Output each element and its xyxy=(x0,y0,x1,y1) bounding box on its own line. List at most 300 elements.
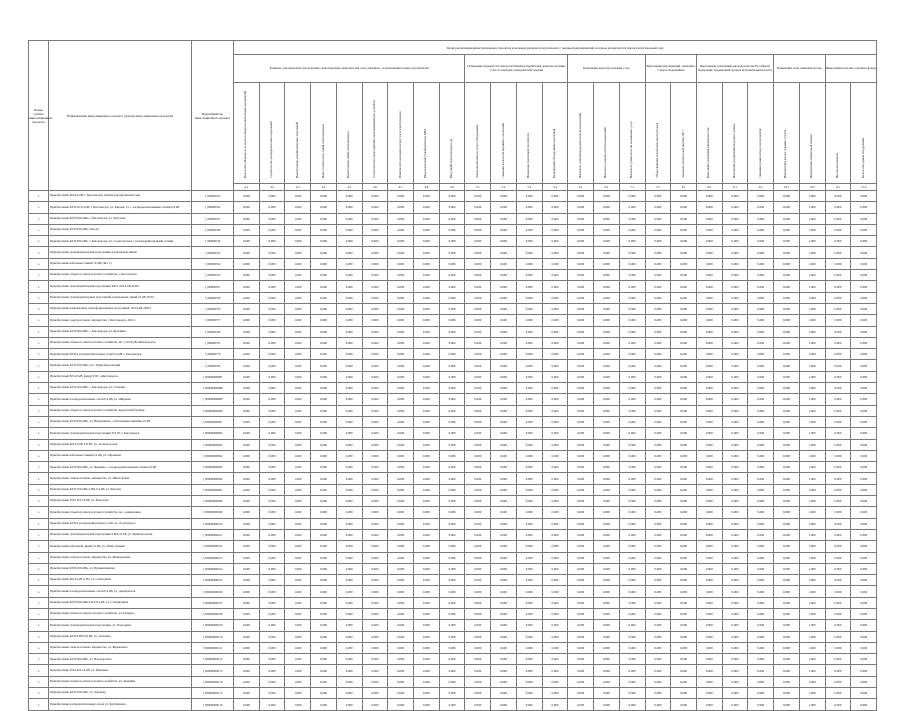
row-number: 1. xyxy=(29,631,49,642)
row-value: 0,000 xyxy=(774,518,800,529)
row-value: 0,000 xyxy=(414,529,440,540)
row-value: 0,000 xyxy=(851,281,877,292)
row-value: 0,000 xyxy=(825,405,851,416)
row-value: 0,000 xyxy=(645,236,671,247)
row-value: 0,000 xyxy=(594,202,620,213)
row-value: 0,000 xyxy=(439,213,465,224)
row-value: 0,000 xyxy=(645,688,671,699)
row-value: 0,000 xyxy=(619,654,645,665)
row-project-name: Приобретение КТП-250 кВА, ул. Заречная xyxy=(49,688,192,699)
row-value: 0,000 xyxy=(645,349,671,360)
row-value: 0,000 xyxy=(465,247,491,258)
row-value: 0,000 xyxy=(774,552,800,563)
row-value: 0,000 xyxy=(465,507,491,518)
row-value: 1,000 xyxy=(799,473,825,484)
table-row xyxy=(29,597,877,608)
row-project-name: Приобретение КТП-400 кВА, ул. Володарского xyxy=(49,654,192,665)
row-project-name: Приобретение трансформаторной подстанции и кабельной линии xyxy=(49,247,192,258)
row-value: 0,000 xyxy=(825,360,851,371)
column-number: 11.1 xyxy=(825,184,851,191)
row-value: 0,000 xyxy=(362,236,388,247)
row-value: 0,000 xyxy=(516,608,542,619)
row-value: 0,000 xyxy=(594,371,620,382)
row-value: 0,000 xyxy=(439,224,465,235)
row-number: 1. xyxy=(29,416,49,427)
row-value: 0,000 xyxy=(722,688,748,699)
row-value: 0,000 xyxy=(722,247,748,258)
row-value: 0,000 xyxy=(568,281,594,292)
row-value: 0,000 xyxy=(491,191,517,202)
header-indicator-13 xyxy=(542,83,568,184)
row-value: 0,000 xyxy=(465,281,491,292)
row-value: 0,000 xyxy=(851,439,877,450)
row-value: 0,000 xyxy=(645,394,671,405)
row-value: 0,000 xyxy=(336,699,362,710)
row-value: 0,000 xyxy=(516,416,542,427)
row-value: 0,000 xyxy=(671,292,697,303)
row-value: 0,000 xyxy=(671,665,697,676)
row-value: 0,000 xyxy=(414,552,440,563)
column-number: 9.1 xyxy=(722,184,748,191)
row-value: 0,000 xyxy=(491,258,517,269)
row-value: 0,000 xyxy=(748,270,774,281)
row-value: 1,000 xyxy=(799,236,825,247)
row-value: 0,000 xyxy=(336,315,362,326)
row-value: 0,000 xyxy=(516,303,542,314)
row-value: 0,000 xyxy=(851,518,877,529)
row-value: 0,000 xyxy=(311,654,337,665)
row-value: 0,000 xyxy=(748,552,774,563)
row-value: 0,000 xyxy=(851,247,877,258)
header-indicator-label: Снижение количества аварийных отключений xyxy=(501,123,505,178)
row-project-id: J_000000000091 xyxy=(192,416,234,427)
row-value: 0,000 xyxy=(362,507,388,518)
row-value: 0,000 xyxy=(465,462,491,473)
row-value: 0,000 xyxy=(774,383,800,394)
row-value: 0,000 xyxy=(439,541,465,552)
row-number: 1. xyxy=(29,281,49,292)
row-value: 0,000 xyxy=(645,281,671,292)
row-value: 0,000 xyxy=(748,563,774,574)
row-value: 0,000 xyxy=(568,258,594,269)
header-indicator-23 xyxy=(799,83,825,184)
row-value: 1,000 xyxy=(285,529,311,540)
row-value: 0,000 xyxy=(619,292,645,303)
row-value: 0,000 xyxy=(722,665,748,676)
row-value: 1,000 xyxy=(285,202,311,213)
row-value: 0,000 xyxy=(491,405,517,416)
row-value: 0,000 xyxy=(388,597,414,608)
row-value: 0,000 xyxy=(542,383,568,394)
row-value: 0,000 xyxy=(542,654,568,665)
row-value: 0,000 xyxy=(516,507,542,518)
row-value: 0,000 xyxy=(722,563,748,574)
row-value: 0,000 xyxy=(825,608,851,619)
header-indicator-label: Развитие системы коммерческого учета электроэнергии xyxy=(398,111,402,178)
row-value: 1,000 xyxy=(285,394,311,405)
row-value: 0,000 xyxy=(619,258,645,269)
row-value: 0,000 xyxy=(696,416,722,427)
row-value: 0,000 xyxy=(388,416,414,427)
column-number: 11.2 xyxy=(851,184,877,191)
row-value: 0,000 xyxy=(439,371,465,382)
row-value: 0,000 xyxy=(696,654,722,665)
row-value: 0,000 xyxy=(388,473,414,484)
row-value: 0,000 xyxy=(516,202,542,213)
row-value: 1,000 xyxy=(799,518,825,529)
row-value: 0,000 xyxy=(516,676,542,687)
row-value: 0,000 xyxy=(311,518,337,529)
row-value: 0,000 xyxy=(696,631,722,642)
row-value: 0,000 xyxy=(465,484,491,495)
row-value: 0,000 xyxy=(568,224,594,235)
row-value: 0,000 xyxy=(696,462,722,473)
row-value: 0,000 xyxy=(825,699,851,710)
row-value: 0,000 xyxy=(234,688,260,699)
header-indicator-15 xyxy=(594,83,620,184)
row-value: 0,000 xyxy=(465,563,491,574)
row-value: 0,000 xyxy=(619,462,645,473)
row-value: 0,000 xyxy=(491,654,517,665)
row-value: 0,000 xyxy=(439,518,465,529)
row-value: 0,000 xyxy=(234,371,260,382)
row-value: 0,000 xyxy=(414,450,440,461)
row-value: 0,000 xyxy=(234,394,260,405)
row-value: 0,000 xyxy=(748,586,774,597)
row-value: 0,000 xyxy=(311,281,337,292)
row-value: 0,000 xyxy=(388,575,414,586)
column-number: 5.1 xyxy=(465,184,491,191)
row-value: 0,000 xyxy=(722,349,748,360)
row-value: 0,000 xyxy=(774,270,800,281)
row-value: 1,000 xyxy=(285,247,311,258)
row-value: 0,000 xyxy=(465,496,491,507)
row-value: 0,000 xyxy=(439,326,465,337)
row-value: 0,000 xyxy=(439,496,465,507)
row-value: 0,000 xyxy=(774,360,800,371)
row-value: 0,000 xyxy=(748,608,774,619)
row-value: 0,000 xyxy=(696,450,722,461)
row-value: 1,000 xyxy=(799,563,825,574)
row-value: 1,000 xyxy=(285,191,311,202)
row-value: 1,000 xyxy=(799,247,825,258)
row-value: 0,000 xyxy=(542,236,568,247)
row-value: 1,000 xyxy=(799,541,825,552)
row-value: 0,000 xyxy=(619,349,645,360)
row-project-id: J_000000776 xyxy=(192,349,234,360)
row-value: 0,000 xyxy=(748,213,774,224)
row-value: 0,000 xyxy=(439,191,465,202)
row-value: 0,000 xyxy=(516,236,542,247)
row-value: 0,000 xyxy=(388,620,414,631)
row-value: 0,000 xyxy=(568,315,594,326)
row-value: 1,000 xyxy=(799,292,825,303)
row-value: 0,000 xyxy=(439,688,465,699)
row-value: 0,000 xyxy=(825,642,851,653)
row-project-id: J_000000000105 xyxy=(192,575,234,586)
row-value: 0,000 xyxy=(722,224,748,235)
row-value: 0,000 xyxy=(465,416,491,427)
row-value: 0,000 xyxy=(439,450,465,461)
row-project-id: J_000000000098 xyxy=(192,496,234,507)
row-value: 0,000 xyxy=(259,496,285,507)
row-value: 0,000 xyxy=(336,676,362,687)
row-value: 0,000 xyxy=(259,676,285,687)
row-value: 0,000 xyxy=(388,360,414,371)
row-project-name: Приобретение КТП-100 кВА, ул. Промышленная xyxy=(49,563,192,574)
row-value: 1,000 xyxy=(285,631,311,642)
row-value: 0,000 xyxy=(311,247,337,258)
row-value: 0,000 xyxy=(414,303,440,314)
row-value: 0,000 xyxy=(516,473,542,484)
row-value: 0,000 xyxy=(568,507,594,518)
row-value: 0,000 xyxy=(568,405,594,416)
row-value: 0,000 xyxy=(311,416,337,427)
row-value: 0,000 xyxy=(465,202,491,213)
row-value: 0,000 xyxy=(388,224,414,235)
row-value: 0,000 xyxy=(336,518,362,529)
row-value: 0,000 xyxy=(825,337,851,348)
row-value: 0,000 xyxy=(516,541,542,552)
row-number: 1. xyxy=(29,575,49,586)
row-value: 0,000 xyxy=(774,349,800,360)
row-value: 0,000 xyxy=(516,428,542,439)
row-value: 0,000 xyxy=(645,541,671,552)
header-project-id: Идентификатор инвестиционного проекта xyxy=(192,41,234,191)
table-row xyxy=(29,608,877,619)
row-value: 0,000 xyxy=(259,439,285,450)
row-value: 0,000 xyxy=(825,315,851,326)
row-value: 0,000 xyxy=(234,247,260,258)
row-value: 0,000 xyxy=(362,416,388,427)
row-value: 0,000 xyxy=(362,428,388,439)
row-value: 0,000 xyxy=(311,337,337,348)
row-value: 0,000 xyxy=(516,563,542,574)
row-value: 0,000 xyxy=(414,507,440,518)
row-value: 0,000 xyxy=(594,281,620,292)
row-value: 0,000 xyxy=(645,202,671,213)
row-value: 0,000 xyxy=(234,416,260,427)
row-value: 0,000 xyxy=(722,654,748,665)
row-value: 0,000 xyxy=(748,247,774,258)
row-value: 0,000 xyxy=(645,191,671,202)
row-value: 0,000 xyxy=(722,326,748,337)
row-project-name: Приобретение КТП-630 кВА, г. Кисловодск, ул. Седлогорская, с распределительными сетями xyxy=(49,236,192,247)
row-value: 0,000 xyxy=(542,529,568,540)
row-value: 0,000 xyxy=(336,597,362,608)
table-row xyxy=(29,303,877,314)
table-row xyxy=(29,281,877,292)
row-value: 0,000 xyxy=(825,383,851,394)
row-project-id: J_000000000107 xyxy=(192,597,234,608)
row-value: 0,000 xyxy=(645,676,671,687)
row-value: 0,000 xyxy=(234,349,260,360)
row-value: 0,000 xyxy=(671,416,697,427)
row-value: 0,000 xyxy=(619,281,645,292)
row-value: 1,000 xyxy=(285,315,311,326)
row-value: 0,000 xyxy=(722,270,748,281)
row-value: 1,000 xyxy=(799,631,825,642)
row-project-id: J_000000000094 xyxy=(192,450,234,461)
row-value: 0,000 xyxy=(234,439,260,450)
row-value: 0,000 xyxy=(722,303,748,314)
row-project-name: Приобретение ТП и КЛ-10 кВ, ул. Шаумяна xyxy=(49,665,192,676)
row-value: 0,000 xyxy=(594,552,620,563)
row-value: 0,000 xyxy=(594,292,620,303)
row-project-id: J_000000579 xyxy=(192,303,234,314)
row-value: 0,000 xyxy=(542,541,568,552)
row-project-id: J_000000000106 xyxy=(192,586,234,597)
row-value: 0,000 xyxy=(362,303,388,314)
row-value: 0,000 xyxy=(388,439,414,450)
row-project-name: Приобретение объектов электросетевого хозяйства, пос. Аликоновка xyxy=(49,507,192,518)
row-value: 0,000 xyxy=(388,315,414,326)
row-value: 0,000 xyxy=(594,428,620,439)
row-value: 0,000 xyxy=(619,665,645,676)
row-value: 0,000 xyxy=(311,292,337,303)
row-value: 0,000 xyxy=(336,337,362,348)
row-value: 0,000 xyxy=(619,450,645,461)
table-row xyxy=(29,699,877,710)
row-value: 0,000 xyxy=(568,428,594,439)
row-value: 0,000 xyxy=(851,676,877,687)
row-value: 0,000 xyxy=(774,303,800,314)
row-value: 0,000 xyxy=(439,383,465,394)
header-indicator-18 xyxy=(671,83,697,184)
row-value: 0,000 xyxy=(542,484,568,495)
row-project-name: Приобретение КТП-250 кВА и ВЛ-0,4 кВ, ул. Чкалова xyxy=(49,484,192,495)
row-value: 0,000 xyxy=(671,688,697,699)
row-value: 0,000 xyxy=(491,281,517,292)
row-value: 0,000 xyxy=(774,563,800,574)
row-value: 0,000 xyxy=(336,563,362,574)
row-value: 0,000 xyxy=(439,608,465,619)
row-value: 1,000 xyxy=(799,462,825,473)
row-number: 1. xyxy=(29,326,49,337)
row-project-name: Приобретение КТП-400 кВА, ул. Фоменко, с распределительными сетями 0,4 кВ xyxy=(49,462,192,473)
table-row xyxy=(29,315,877,326)
row-value: 1,000 xyxy=(285,326,311,337)
table-row xyxy=(29,688,877,699)
row-value: 0,000 xyxy=(311,428,337,439)
row-value: 0,000 xyxy=(362,247,388,258)
row-value: 0,000 xyxy=(259,281,285,292)
row-value: 0,000 xyxy=(388,270,414,281)
row-value: 1,000 xyxy=(799,496,825,507)
row-value: 0,000 xyxy=(465,608,491,619)
row-value: 0,000 xyxy=(594,258,620,269)
row-value: 0,000 xyxy=(465,529,491,540)
row-value: 0,000 xyxy=(619,541,645,552)
row-value: 1,000 xyxy=(285,563,311,574)
row-value: 0,000 xyxy=(645,575,671,586)
row-value: 0,000 xyxy=(645,337,671,348)
row-value: 0,000 xyxy=(491,473,517,484)
row-value: 0,000 xyxy=(568,191,594,202)
row-number: 1. xyxy=(29,191,49,202)
row-value: 0,000 xyxy=(774,507,800,518)
row-value: 0,000 xyxy=(414,428,440,439)
row-value: 0,000 xyxy=(336,654,362,665)
row-value: 0,000 xyxy=(465,371,491,382)
row-value: 0,000 xyxy=(568,484,594,495)
row-value: 1,000 xyxy=(799,394,825,405)
row-value: 0,000 xyxy=(722,202,748,213)
header-indicator-9 xyxy=(439,83,465,184)
row-value: 1,000 xyxy=(285,281,311,292)
header-indicator-4 xyxy=(311,83,337,184)
row-value: 0,000 xyxy=(234,281,260,292)
row-number: 1. xyxy=(29,383,49,394)
row-value: 0,000 xyxy=(748,394,774,405)
header-indicator-label: Замена выработавшего ресурс оборудования xyxy=(475,124,479,178)
row-value: 0,000 xyxy=(645,416,671,427)
row-value: 0,000 xyxy=(362,315,388,326)
row-value: 0,000 xyxy=(465,337,491,348)
column-number: 4.7 xyxy=(388,184,414,191)
row-value: 1,000 xyxy=(799,360,825,371)
header-indicator-21 xyxy=(748,83,774,184)
row-value: 0,000 xyxy=(722,484,748,495)
row-value: 0,000 xyxy=(465,654,491,665)
row-value: 0,000 xyxy=(465,258,491,269)
column-number: 5.4 xyxy=(542,184,568,191)
row-value: 0,000 xyxy=(362,642,388,653)
row-value: 0,000 xyxy=(774,213,800,224)
row-value: 0,000 xyxy=(568,518,594,529)
table-row xyxy=(29,224,877,235)
row-value: 0,000 xyxy=(671,236,697,247)
row-value: 0,000 xyxy=(259,416,285,427)
row-number: 1. xyxy=(29,699,49,710)
header-group-2: Повышение надежности электроснабжения потребителей, включая оказание услуг по передаче электрической энергии xyxy=(465,55,568,83)
header-indicator-label: Реконструкция линий электропередачи xyxy=(347,131,351,178)
row-value: 0,000 xyxy=(388,349,414,360)
column-number: 6.2 xyxy=(594,184,620,191)
row-project-name: Приобретение ВЛ-0,4 кВ и КТП, ул. Зеленогорская xyxy=(49,439,192,450)
row-value: 0,000 xyxy=(671,439,697,450)
row-number: 1. xyxy=(29,292,49,303)
row-value: 0,000 xyxy=(362,563,388,574)
row-value: 0,000 xyxy=(491,575,517,586)
row-value: 0,000 xyxy=(542,394,568,405)
header-indicator-label: Ввод линий электропередачи, км xyxy=(449,138,453,178)
row-value: 0,000 xyxy=(619,631,645,642)
row-value: 0,000 xyxy=(671,349,697,360)
row-value: 1,000 xyxy=(285,665,311,676)
row-value: 0,000 xyxy=(439,620,465,631)
row-value: 0,000 xyxy=(516,315,542,326)
table-row xyxy=(29,529,877,540)
header-indicator-7 xyxy=(388,83,414,184)
row-project-id: J_000000000115 xyxy=(192,688,234,699)
row-value: 0,000 xyxy=(542,496,568,507)
row-value: 0,000 xyxy=(568,247,594,258)
row-value: 0,000 xyxy=(774,529,800,540)
row-value: 0,000 xyxy=(568,665,594,676)
row-value: 0,000 xyxy=(311,473,337,484)
header-indicator-label: Реконструкция трансформаторных подстанций xyxy=(295,121,299,178)
row-value: 1,000 xyxy=(285,371,311,382)
row-value: 0,000 xyxy=(851,258,877,269)
row-value: 0,000 xyxy=(259,462,285,473)
row-value: 0,000 xyxy=(645,439,671,450)
row-value: 1,000 xyxy=(285,383,311,394)
row-value: 1,000 xyxy=(799,270,825,281)
row-value: 0,000 xyxy=(748,371,774,382)
row-value: 0,000 xyxy=(671,654,697,665)
row-value: 0,000 xyxy=(542,258,568,269)
